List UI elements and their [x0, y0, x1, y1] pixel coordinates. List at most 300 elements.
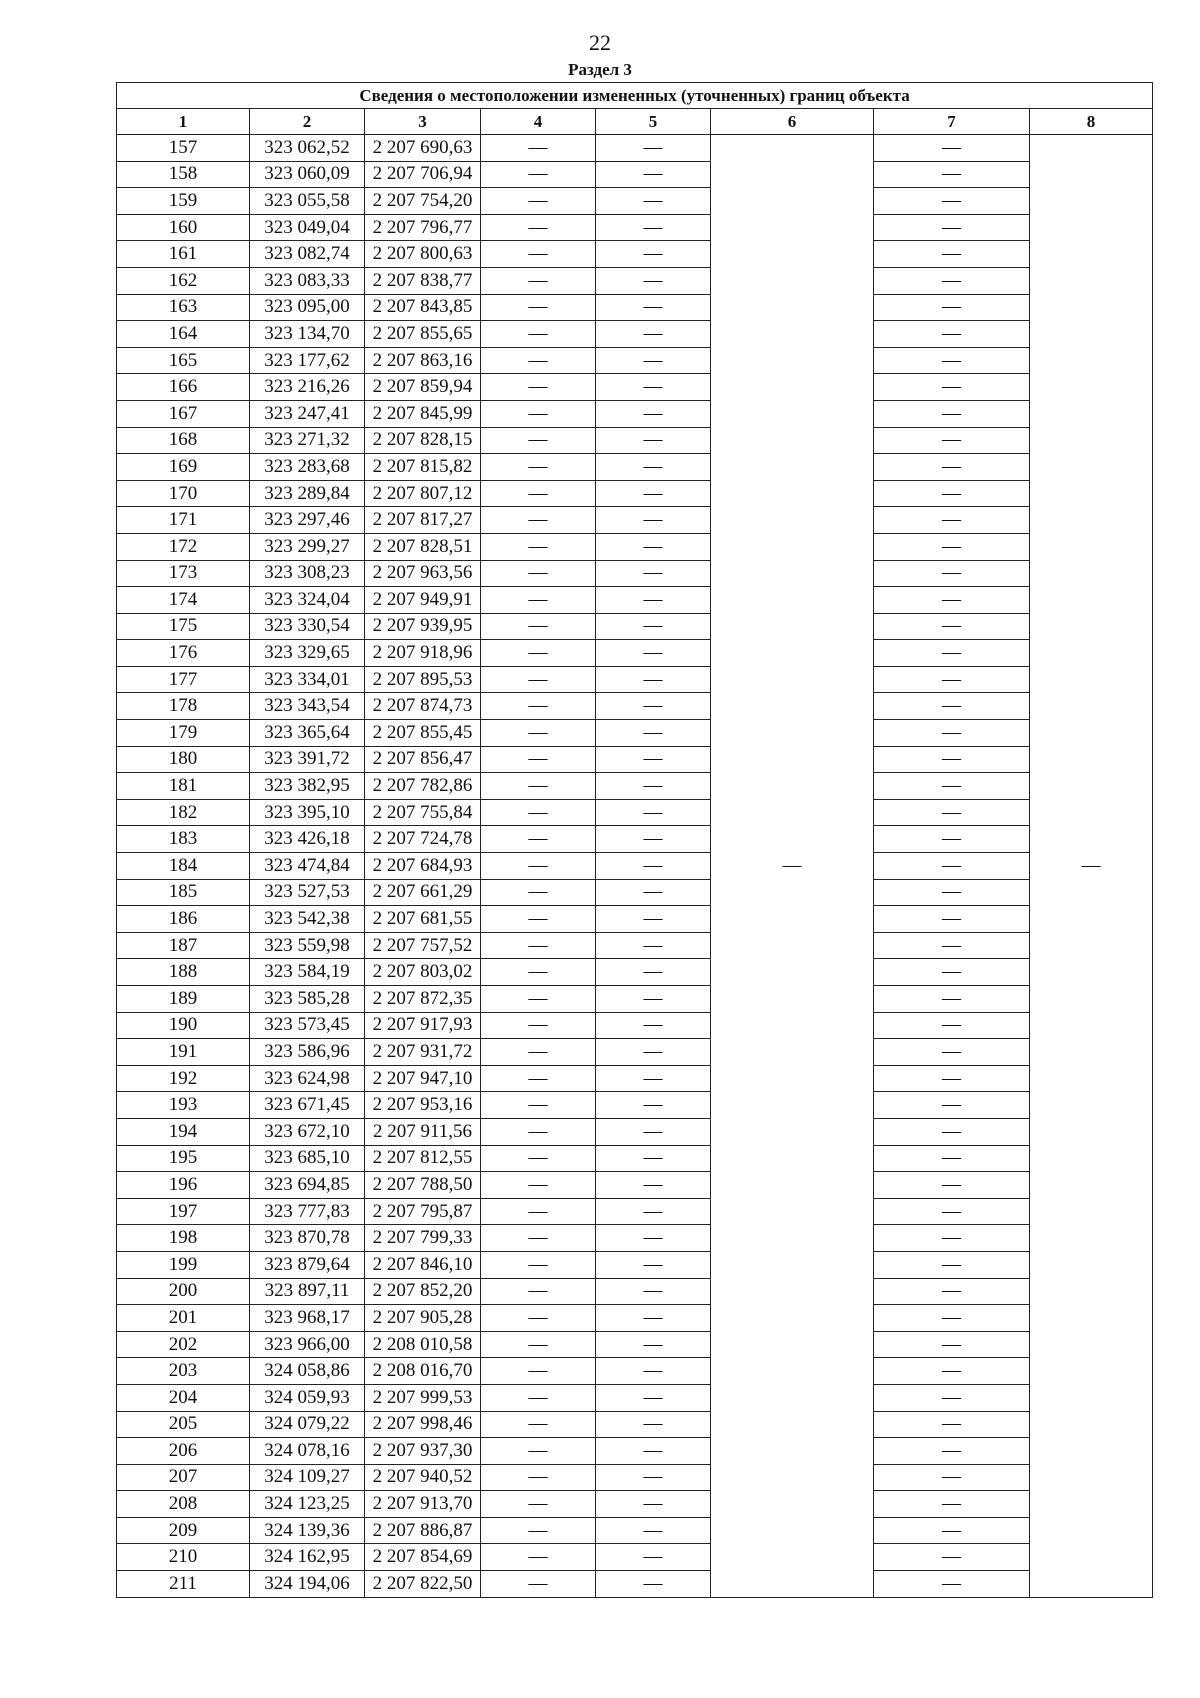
point-number-cell: 187: [117, 932, 250, 959]
y-coordinate-cell: 2 207 795,87: [365, 1198, 481, 1225]
col5-cell: —: [596, 1464, 711, 1491]
x-coordinate-cell: 323 585,28: [250, 986, 365, 1013]
col4-cell: —: [481, 427, 596, 454]
x-coordinate-cell: 323 271,32: [250, 427, 365, 454]
table-row: [117, 1039, 1153, 1066]
table-row: [117, 1491, 1153, 1518]
col5-cell: —: [596, 161, 711, 188]
x-coordinate-cell: 323 095,00: [250, 294, 365, 321]
col4-cell: —: [481, 1544, 596, 1571]
point-number-cell: 166: [117, 374, 250, 401]
col7-cell: —: [874, 533, 1030, 560]
col5-cell: —: [596, 1225, 711, 1252]
col7-cell: —: [874, 1411, 1030, 1438]
x-coordinate-cell: 323 216,26: [250, 374, 365, 401]
table-row: [117, 1571, 1153, 1598]
y-coordinate-cell: 2 207 845,99: [365, 400, 481, 427]
y-coordinate-cell: 2 207 690,63: [365, 135, 481, 162]
table-row: [117, 826, 1153, 853]
y-coordinate-cell: 2 207 796,77: [365, 214, 481, 241]
col4-cell: —: [481, 1384, 596, 1411]
point-number-cell: 171: [117, 507, 250, 534]
y-coordinate-cell: 2 207 684,93: [365, 853, 481, 880]
table-row: [117, 267, 1153, 294]
col7-cell: —: [874, 400, 1030, 427]
col7-cell: —: [874, 720, 1030, 747]
col4-cell: —: [481, 640, 596, 667]
col7-cell: —: [874, 1065, 1030, 1092]
table-row: [117, 1198, 1153, 1225]
col5-cell: —: [596, 853, 711, 880]
col5-cell: —: [596, 720, 711, 747]
col4-cell: —: [481, 1411, 596, 1438]
point-number-cell: 203: [117, 1358, 250, 1385]
table-row: [117, 454, 1153, 481]
col7-cell: —: [874, 1172, 1030, 1199]
table-row: [117, 853, 1153, 880]
col7-cell: —: [874, 666, 1030, 693]
col5-cell: —: [596, 1571, 711, 1598]
y-coordinate-cell: 2 207 846,10: [365, 1251, 481, 1278]
x-coordinate-cell: 323 297,46: [250, 507, 365, 534]
col7-cell: —: [874, 161, 1030, 188]
col5-cell: —: [596, 1092, 711, 1119]
point-number-cell: 184: [117, 853, 250, 880]
table-row: [117, 906, 1153, 933]
point-number-cell: 170: [117, 480, 250, 507]
y-coordinate-cell: 2 207 799,33: [365, 1225, 481, 1252]
col7-cell: —: [874, 799, 1030, 826]
table-row: [117, 1517, 1153, 1544]
x-coordinate-cell: 323 395,10: [250, 799, 365, 826]
point-number-cell: 205: [117, 1411, 250, 1438]
column-header: 1: [117, 109, 250, 135]
y-coordinate-cell: 2 208 016,70: [365, 1358, 481, 1385]
x-coordinate-cell: 323 060,09: [250, 161, 365, 188]
x-coordinate-cell: 323 308,23: [250, 560, 365, 587]
col7-cell: —: [874, 507, 1030, 534]
col4-cell: —: [481, 1491, 596, 1518]
col4-cell: —: [481, 693, 596, 720]
x-coordinate-cell: 323 897,11: [250, 1278, 365, 1305]
col7-cell: —: [874, 1571, 1030, 1598]
col7-cell: —: [874, 1438, 1030, 1465]
col4-cell: —: [481, 1358, 596, 1385]
col7-cell: —: [874, 932, 1030, 959]
x-coordinate-cell: 323 542,38: [250, 906, 365, 933]
x-coordinate-cell: 323 365,64: [250, 720, 365, 747]
x-coordinate-cell: 324 078,16: [250, 1438, 365, 1465]
col4-cell: —: [481, 773, 596, 800]
table-row: [117, 1331, 1153, 1358]
col7-cell: —: [874, 746, 1030, 773]
point-number-cell: 181: [117, 773, 250, 800]
col7-cell: —: [874, 1331, 1030, 1358]
col5-cell: —: [596, 1012, 711, 1039]
col7-cell: —: [874, 1517, 1030, 1544]
y-coordinate-cell: 2 207 754,20: [365, 188, 481, 215]
col7-cell: —: [874, 986, 1030, 1013]
col7-cell: —: [874, 241, 1030, 268]
col4-cell: —: [481, 214, 596, 241]
point-number-cell: 209: [117, 1517, 250, 1544]
column-header: 8: [1030, 109, 1153, 135]
y-coordinate-cell: 2 207 800,63: [365, 241, 481, 268]
point-number-cell: 202: [117, 1331, 250, 1358]
col5-cell: —: [596, 640, 711, 667]
col5-cell: —: [596, 400, 711, 427]
point-number-cell: 193: [117, 1092, 250, 1119]
col7-cell: —: [874, 853, 1030, 880]
table-row: [117, 746, 1153, 773]
point-number-cell: 167: [117, 400, 250, 427]
col5-cell: —: [596, 932, 711, 959]
col7-cell: —: [874, 1039, 1030, 1066]
point-number-cell: 178: [117, 693, 250, 720]
col7-cell: —: [874, 959, 1030, 986]
col7-cell: —: [874, 587, 1030, 614]
col4-cell: —: [481, 1065, 596, 1092]
y-coordinate-cell: 2 207 863,16: [365, 347, 481, 374]
col4-cell: —: [481, 1517, 596, 1544]
col4-cell: —: [481, 1278, 596, 1305]
col5-cell: —: [596, 613, 711, 640]
col5-cell: —: [596, 986, 711, 1013]
col5-cell: —: [596, 1438, 711, 1465]
col4-cell: —: [481, 374, 596, 401]
x-coordinate-cell: 323 968,17: [250, 1305, 365, 1332]
col7-cell: —: [874, 1092, 1030, 1119]
x-coordinate-cell: 323 055,58: [250, 188, 365, 215]
col5-cell: —: [596, 666, 711, 693]
point-number-cell: 176: [117, 640, 250, 667]
table-row: [117, 613, 1153, 640]
y-coordinate-cell: 2 207 895,53: [365, 666, 481, 693]
y-coordinate-cell: 2 207 998,46: [365, 1411, 481, 1438]
y-coordinate-cell: 2 207 886,87: [365, 1517, 481, 1544]
col5-cell: —: [596, 294, 711, 321]
y-coordinate-cell: 2 207 905,28: [365, 1305, 481, 1332]
col7-cell: —: [874, 347, 1030, 374]
table-row: [117, 879, 1153, 906]
col5-cell: —: [596, 533, 711, 560]
col4-cell: —: [481, 1251, 596, 1278]
col7-cell: —: [874, 1278, 1030, 1305]
table-row: [117, 1065, 1153, 1092]
col4-cell: —: [481, 1331, 596, 1358]
col5-cell: —: [596, 587, 711, 614]
col7-cell: —: [874, 1012, 1030, 1039]
y-coordinate-cell: 2 207 918,96: [365, 640, 481, 667]
table-row: [117, 1225, 1153, 1252]
col4-cell: —: [481, 666, 596, 693]
table-row: [117, 533, 1153, 560]
point-number-cell: 179: [117, 720, 250, 747]
col5-cell: —: [596, 1384, 711, 1411]
col5-cell: —: [596, 321, 711, 348]
table-row: [117, 587, 1153, 614]
y-coordinate-cell: 2 207 782,86: [365, 773, 481, 800]
table-row: [117, 799, 1153, 826]
point-number-cell: 189: [117, 986, 250, 1013]
y-coordinate-cell: 2 207 913,70: [365, 1491, 481, 1518]
col4-cell: —: [481, 906, 596, 933]
col4-cell: —: [481, 533, 596, 560]
col4-cell: —: [481, 1145, 596, 1172]
col5-cell: —: [596, 799, 711, 826]
col5-cell: —: [596, 693, 711, 720]
point-number-cell: 192: [117, 1065, 250, 1092]
x-coordinate-cell: 323 624,98: [250, 1065, 365, 1092]
column-header: 7: [874, 109, 1030, 135]
col7-cell: —: [874, 480, 1030, 507]
x-coordinate-cell: 323 382,95: [250, 773, 365, 800]
y-coordinate-cell: 2 207 947,10: [365, 1065, 481, 1092]
col4-cell: —: [481, 347, 596, 374]
col4-cell: —: [481, 321, 596, 348]
table-row: [117, 640, 1153, 667]
col5-cell: —: [596, 1278, 711, 1305]
col5-cell: —: [596, 214, 711, 241]
x-coordinate-cell: 323 083,33: [250, 267, 365, 294]
col5-cell: —: [596, 1251, 711, 1278]
point-number-cell: 183: [117, 826, 250, 853]
table-row: [117, 1544, 1153, 1571]
point-number-cell: 173: [117, 560, 250, 587]
x-coordinate-cell: 323 474,84: [250, 853, 365, 880]
col7-cell: —: [874, 693, 1030, 720]
x-coordinate-cell: 324 139,36: [250, 1517, 365, 1544]
col5-cell: —: [596, 826, 711, 853]
col6-merged-cell: —: [711, 135, 874, 1598]
col4-cell: —: [481, 1092, 596, 1119]
col5-cell: —: [596, 1145, 711, 1172]
y-coordinate-cell: 2 207 940,52: [365, 1464, 481, 1491]
col5-cell: —: [596, 480, 711, 507]
point-number-cell: 163: [117, 294, 250, 321]
col7-cell: —: [874, 1464, 1030, 1491]
table-row: [117, 1251, 1153, 1278]
point-number-cell: 199: [117, 1251, 250, 1278]
x-coordinate-cell: 323 527,53: [250, 879, 365, 906]
col7-cell: —: [874, 1544, 1030, 1571]
col7-cell: —: [874, 613, 1030, 640]
x-coordinate-cell: 323 289,84: [250, 480, 365, 507]
x-coordinate-cell: 323 559,98: [250, 932, 365, 959]
col7-cell: —: [874, 374, 1030, 401]
point-number-cell: 168: [117, 427, 250, 454]
col4-cell: —: [481, 613, 596, 640]
col7-cell: —: [874, 214, 1030, 241]
table-row: [117, 720, 1153, 747]
x-coordinate-cell: 324 162,95: [250, 1544, 365, 1571]
page-number: 22: [589, 30, 611, 55]
col5-cell: —: [596, 1198, 711, 1225]
col4-cell: —: [481, 853, 596, 880]
y-coordinate-cell: 2 207 855,65: [365, 321, 481, 348]
x-coordinate-cell: 323 672,10: [250, 1118, 365, 1145]
col4-cell: —: [481, 507, 596, 534]
x-coordinate-cell: 323 330,54: [250, 613, 365, 640]
point-number-cell: 182: [117, 799, 250, 826]
table-row: [117, 427, 1153, 454]
point-number-cell: 165: [117, 347, 250, 374]
point-number-cell: 175: [117, 613, 250, 640]
col4-cell: —: [481, 1198, 596, 1225]
column-header: 6: [711, 109, 874, 135]
col7-cell: —: [874, 1358, 1030, 1385]
y-coordinate-cell: 2 207 856,47: [365, 746, 481, 773]
col5-cell: —: [596, 267, 711, 294]
col4-cell: —: [481, 480, 596, 507]
table-row: [117, 214, 1153, 241]
col5-cell: —: [596, 1517, 711, 1544]
x-coordinate-cell: 324 059,93: [250, 1384, 365, 1411]
col7-cell: —: [874, 321, 1030, 348]
point-number-cell: 197: [117, 1198, 250, 1225]
x-coordinate-cell: 324 058,86: [250, 1358, 365, 1385]
col7-cell: —: [874, 879, 1030, 906]
point-number-cell: 180: [117, 746, 250, 773]
x-coordinate-cell: 323 584,19: [250, 959, 365, 986]
point-number-cell: 186: [117, 906, 250, 933]
point-number-cell: 169: [117, 454, 250, 481]
col5-cell: —: [596, 773, 711, 800]
table-row: [117, 321, 1153, 348]
x-coordinate-cell: 323 870,78: [250, 1225, 365, 1252]
table-row: [117, 161, 1153, 188]
section-title: Раздел 3: [568, 60, 632, 79]
table-caption: Сведения о местоположении измененных (уточненных) границ объекта: [117, 83, 1153, 109]
col7-cell: —: [874, 135, 1030, 162]
point-number-cell: 204: [117, 1384, 250, 1411]
col4-cell: —: [481, 1305, 596, 1332]
x-coordinate-cell: 324 109,27: [250, 1464, 365, 1491]
table-row: [117, 1278, 1153, 1305]
col4-cell: —: [481, 454, 596, 481]
col4-cell: —: [481, 826, 596, 853]
table-row: [117, 693, 1153, 720]
y-coordinate-cell: 2 207 724,78: [365, 826, 481, 853]
col5-cell: —: [596, 879, 711, 906]
x-coordinate-cell: 323 283,68: [250, 454, 365, 481]
column-header: 5: [596, 109, 711, 135]
point-number-cell: 211: [117, 1571, 250, 1598]
table-row: [117, 560, 1153, 587]
table-row: [117, 1305, 1153, 1332]
y-coordinate-cell: 2 207 939,95: [365, 613, 481, 640]
y-coordinate-cell: 2 207 843,85: [365, 294, 481, 321]
col4-cell: —: [481, 1039, 596, 1066]
y-coordinate-cell: 2 207 931,72: [365, 1039, 481, 1066]
table-row: [117, 959, 1153, 986]
y-coordinate-cell: 2 207 859,94: [365, 374, 481, 401]
col4-cell: —: [481, 161, 596, 188]
table-row: [117, 1384, 1153, 1411]
x-coordinate-cell: 323 343,54: [250, 693, 365, 720]
y-coordinate-cell: 2 207 757,52: [365, 932, 481, 959]
col7-cell: —: [874, 454, 1030, 481]
col5-cell: —: [596, 135, 711, 162]
point-number-cell: 195: [117, 1145, 250, 1172]
y-coordinate-cell: 2 207 852,20: [365, 1278, 481, 1305]
x-coordinate-cell: 323 049,04: [250, 214, 365, 241]
x-coordinate-cell: 323 685,10: [250, 1145, 365, 1172]
col7-cell: —: [874, 1384, 1030, 1411]
point-number-cell: 201: [117, 1305, 250, 1332]
col5-cell: —: [596, 1118, 711, 1145]
y-coordinate-cell: 2 207 815,82: [365, 454, 481, 481]
y-coordinate-cell: 2 207 706,94: [365, 161, 481, 188]
x-coordinate-cell: 323 573,45: [250, 1012, 365, 1039]
table-row: [117, 1464, 1153, 1491]
y-coordinate-cell: 2 207 999,53: [365, 1384, 481, 1411]
col4-cell: —: [481, 986, 596, 1013]
table-row: [117, 374, 1153, 401]
point-number-cell: 210: [117, 1544, 250, 1571]
table-row: [117, 932, 1153, 959]
col4-cell: —: [481, 1172, 596, 1199]
y-coordinate-cell: 2 207 838,77: [365, 267, 481, 294]
y-coordinate-cell: 2 207 828,51: [365, 533, 481, 560]
x-coordinate-cell: 323 062,52: [250, 135, 365, 162]
point-number-cell: 177: [117, 666, 250, 693]
col7-cell: —: [874, 188, 1030, 215]
col7-cell: —: [874, 1305, 1030, 1332]
x-coordinate-cell: 323 694,85: [250, 1172, 365, 1199]
y-coordinate-cell: 2 207 828,15: [365, 427, 481, 454]
table-row: [117, 1358, 1153, 1385]
col5-cell: —: [596, 1065, 711, 1092]
column-header-row: [117, 109, 1153, 135]
y-coordinate-cell: 2 207 817,27: [365, 507, 481, 534]
x-coordinate-cell: 323 671,45: [250, 1092, 365, 1119]
y-coordinate-cell: 2 207 911,56: [365, 1118, 481, 1145]
column-header: 4: [481, 109, 596, 135]
table-row: [117, 1145, 1153, 1172]
table-row: [117, 188, 1153, 215]
col4-cell: —: [481, 1464, 596, 1491]
col5-cell: —: [596, 560, 711, 587]
point-number-cell: 208: [117, 1491, 250, 1518]
col4-cell: —: [481, 587, 596, 614]
point-number-cell: 188: [117, 959, 250, 986]
col5-cell: —: [596, 1039, 711, 1066]
col5-cell: —: [596, 1411, 711, 1438]
col4-cell: —: [481, 799, 596, 826]
col5-cell: —: [596, 1544, 711, 1571]
col4-cell: —: [481, 879, 596, 906]
col4-cell: —: [481, 1571, 596, 1598]
point-number-cell: 158: [117, 161, 250, 188]
y-coordinate-cell: 2 207 854,69: [365, 1544, 481, 1571]
point-number-cell: 174: [117, 587, 250, 614]
x-coordinate-cell: 324 079,22: [250, 1411, 365, 1438]
table-row: [117, 1118, 1153, 1145]
col5-cell: —: [596, 241, 711, 268]
y-coordinate-cell: 2 207 953,16: [365, 1092, 481, 1119]
col5-cell: —: [596, 959, 711, 986]
point-number-cell: 157: [117, 135, 250, 162]
x-coordinate-cell: 324 194,06: [250, 1571, 365, 1598]
table-row: [117, 1438, 1153, 1465]
x-coordinate-cell: 323 177,62: [250, 347, 365, 374]
table-row: [117, 1092, 1153, 1119]
point-number-cell: 185: [117, 879, 250, 906]
x-coordinate-cell: 323 426,18: [250, 826, 365, 853]
point-number-cell: 196: [117, 1172, 250, 1199]
col5-cell: —: [596, 454, 711, 481]
